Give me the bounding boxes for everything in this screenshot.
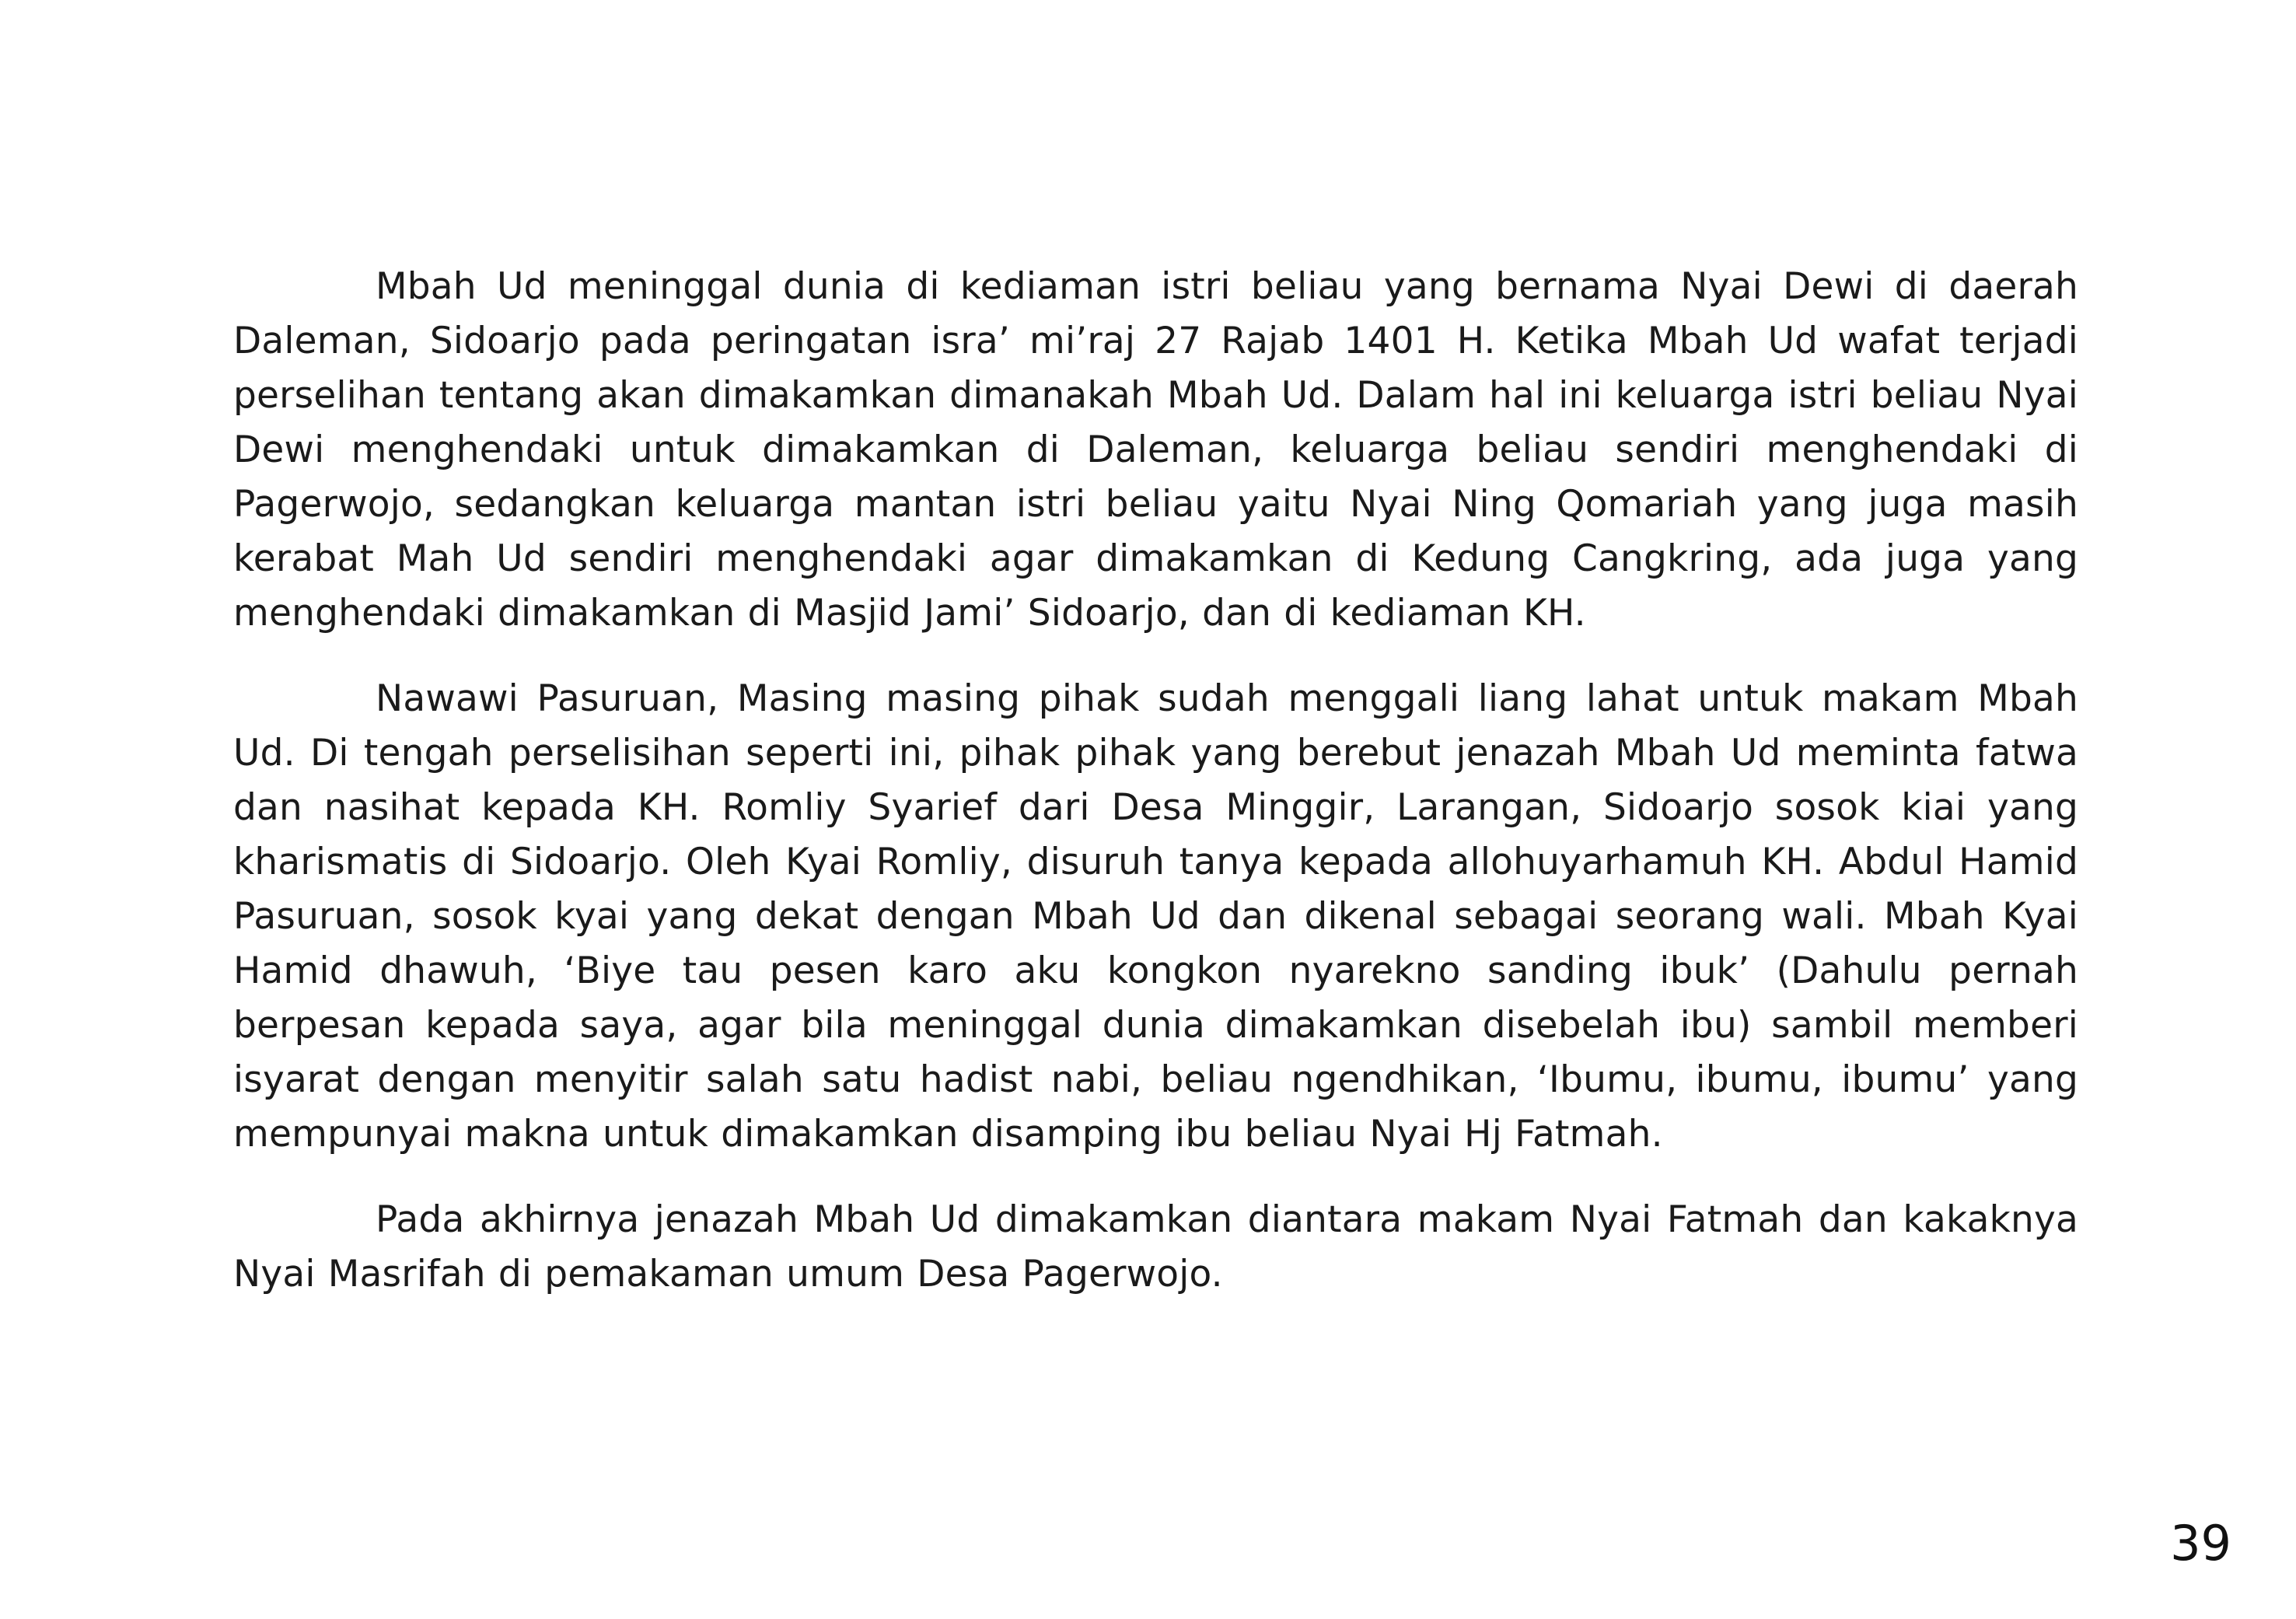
paragraph-2: Nawawi Pasuruan, Masing masing pihak sudah menggali liang lahat untuk makam Mbah Ud. Di tengah perselisihan seperti ini, pihak pihak yang berebut jenazah Mbah Ud meminta fatwa dan nasihat kepada KH. Romliy Syarief dari Desa Minggir, Larangan, Sidoarjo sosok kiai yang kharismatis di Sidoarjo. Oleh Kyai Romliy, disuruh tanya kepada allohuyarhamuh KH. Abdul Hamid Pasuruan, sosok kyai yang dekat dengan Mbah Ud dan dikenal sebagai seorang wali. Mbah Kyai Hamid dhawuh, ‘Biye tau pesen karo aku kongkon nyarekno sanding ibuk’ (Dahulu pernah berpesan kepada saya, agar bila meninggal dunia dimakamkan disebelah ibu) sambil memberi isyarat dengan menyitir salah satu hadist nabi, beliau ngendhikan, ‘Ibumu, ibumu, ibumu’ yang mempunyai makna untuk dimakamkan disamping ibu beliau Nyai Hj Fatmah. — [233, 677, 2078, 1156]
body-text — [233, 260, 2078, 1333]
page-number: 39 — [2170, 1515, 2231, 1572]
paragraph-3: Pada akhirnya jenazah Mbah Ud dimakamkan diantara makam Nyai Fatmah dan kakaknya Nyai Masrifah di pemakaman umum Desa Pagerwojo. — [233, 1198, 2078, 1296]
paragraph-1: Mbah Ud meninggal dunia di kediaman istri beliau yang bernama Nyai Dewi di daerah Daleman, Sidoarjo pada peringatan isra’ mi’raj 27 Rajab 1401 H. Ketika Mbah Ud wafat terjadi perselihan tentang akan dimakamkan dimanakah Mbah Ud. Dalam hal ini keluarga istri beliau Nyai Dewi menghendaki untuk dimakamkan di Daleman, keluarga beliau sendiri menghendaki di Pagerwojo, sedangkan keluarga mantan istri beliau yaitu Nyai Ning Qomariah yang juga masih kerabat Mah Ud sendiri menghendaki agar dimakamkan di Kedung Cangkring, ada juga yang menghendaki dimakamkan di Masjid Jami’ Sidoarjo, dan di kediaman KH. — [233, 265, 2078, 635]
